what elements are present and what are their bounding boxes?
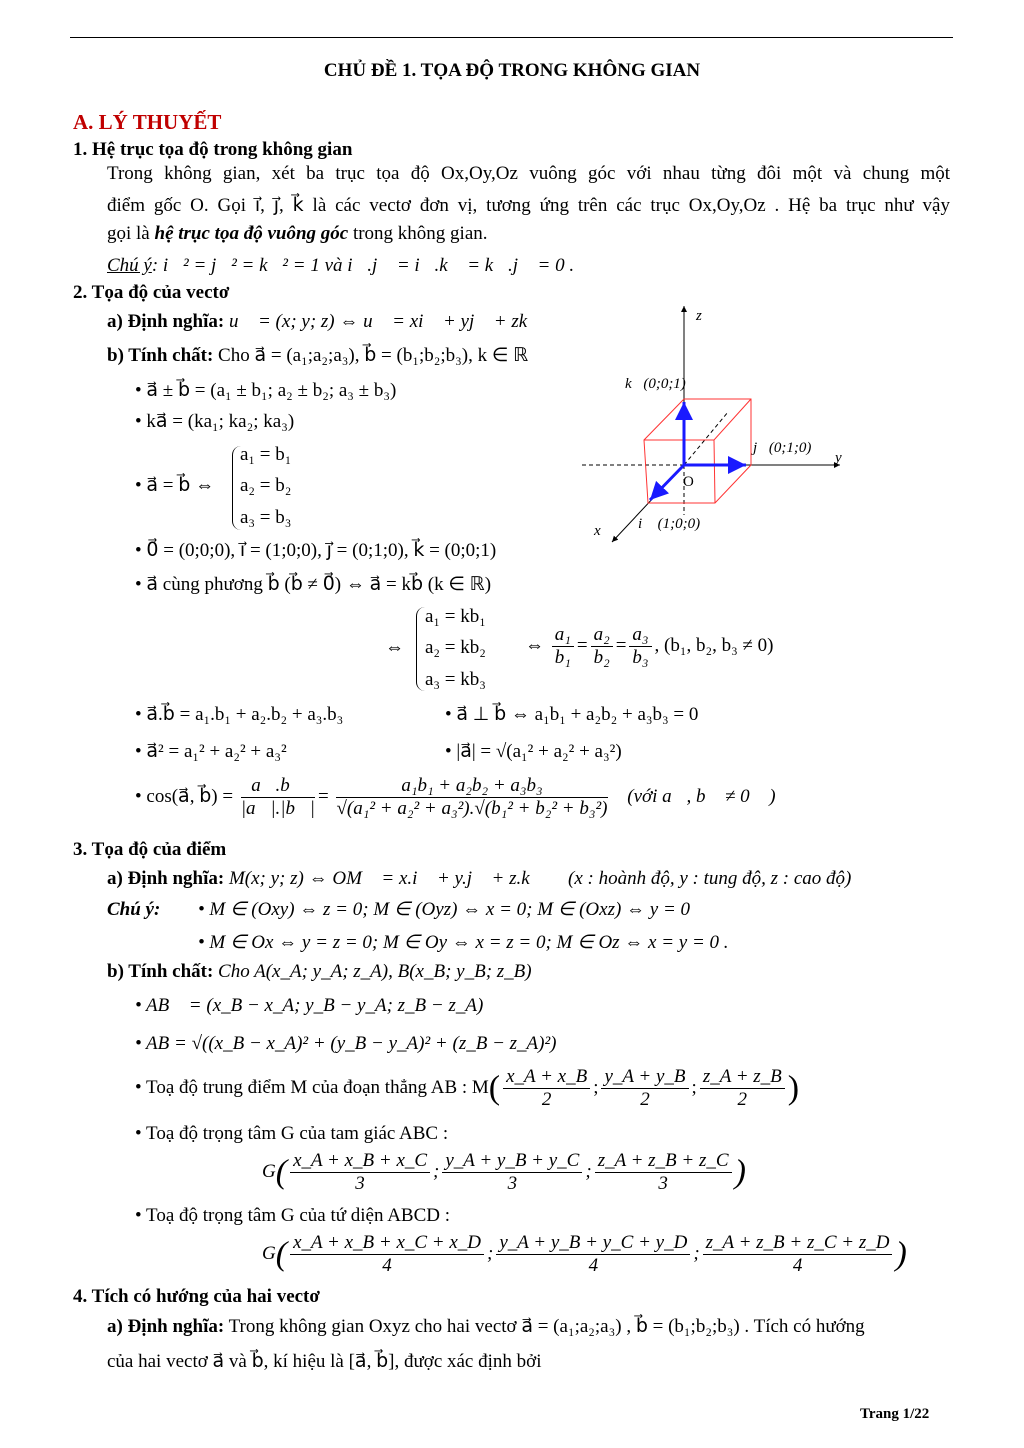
g-label: G: [262, 1160, 276, 1182]
denominator: √(a₁² + a₂² + a₃²).√(b₁² + b₂² + b₃²): [336, 798, 608, 819]
formula: u⃗ = (x; y; z) ⇔ u⃗ = xi⃗ + yj⃗ + zk⃗: [224, 311, 542, 332]
brace: [416, 607, 425, 691]
bullet: • ka⃗ = (ka₁; ka₂; ka₃): [135, 411, 295, 432]
condition: , (b₁, b₂, b₃ ≠ 0): [654, 634, 774, 656]
lhs: • cos(a⃗, b⃗) =: [135, 785, 234, 807]
numerator: a₂: [591, 624, 613, 647]
definition: [107, 867, 544, 891]
unit-cube: [644, 399, 751, 503]
label: a) Định nghĩa:: [107, 868, 225, 889]
origin-label: O: [683, 474, 694, 490]
fraction: [591, 624, 613, 669]
text: trong không gian.: [348, 223, 488, 244]
fraction: [442, 1150, 582, 1195]
heading-2: 2. Tọa độ của vectơ: [73, 282, 230, 303]
fraction: [601, 1066, 688, 1111]
paragraph: [107, 222, 488, 246]
fraction: [503, 1066, 590, 1111]
denominator: 4: [382, 1255, 392, 1276]
numerator: z_A + z_B: [700, 1066, 785, 1089]
definition-continued: của hai vectơ a⃗ và b⃗, kí hiệu là [a⃗, b⃗], được xác định bởi: [107, 1351, 542, 1372]
fraction: [336, 775, 607, 820]
note: [107, 254, 574, 278]
note-label: Chú ý:: [107, 899, 161, 920]
equation: a₁ = kb₁: [425, 606, 486, 627]
text: • Toạ độ trung điểm M của đoạn thẳng AB : M: [135, 1076, 489, 1098]
midpoint-formula: • Toạ độ trung điểm M của đoạn thẳng AB : M( $\frac{x\_A + x\_B}{2}$ ; $\frac{y\_A + y\_B}{2}$ ; $\frac{z\_A + z\_B}{2}$ ): [135, 1066, 800, 1110]
heading-4: 4. Tích có hướng của hai vectơ: [73, 1286, 320, 1307]
term: hệ trục tọa độ vuông góc: [154, 223, 349, 244]
denominator: 3: [507, 1173, 518, 1194]
fraction: [241, 775, 315, 820]
denominator: b₃: [632, 647, 649, 668]
y-label: y: [835, 450, 842, 466]
formula: Cho A(x_A; y_A; z_A), B(x_B; y_B; z_B): [213, 961, 532, 982]
bullet: • a⃗.b⃗ = a₁.b₁ + a₂.b₂ + a₃.b₃: [135, 704, 344, 725]
fraction: [290, 1232, 484, 1277]
equation: a₂ = b₂: [240, 475, 292, 496]
numerator: x_A + x_B: [503, 1066, 590, 1089]
z-label: z: [696, 308, 702, 324]
fraction: [290, 1150, 430, 1195]
iff-symbol: ⇔: [385, 637, 404, 658]
fraction: [595, 1150, 732, 1195]
denominator: 2: [640, 1089, 650, 1110]
numerator: x_A + x_B + x_C + x_D: [290, 1232, 484, 1255]
denominator: 3: [355, 1173, 365, 1194]
numerator: a⃗.b⃗: [241, 775, 315, 798]
numerator: a₁: [552, 624, 574, 647]
denominator: 2: [737, 1089, 748, 1110]
bullet: • 0⃗ = (0;0;0), i⃗ = (1;0;0), j⃗ = (0;1;0), k⃗ = (0;0;1): [135, 540, 497, 561]
denominator: 2: [541, 1089, 552, 1110]
fraction: [552, 624, 574, 669]
bullet: • a⃗ ⊥ b⃗ ⇔ a₁b₁ + a₂b₂ + a₃b₃ = 0: [445, 704, 699, 725]
bullet: • Toạ độ trọng tâm G của tứ diện ABCD :: [135, 1205, 451, 1226]
numerator: y_A + y_B + y_C: [442, 1150, 582, 1173]
fraction: [700, 1066, 785, 1111]
equation: a₁ = b₁: [240, 444, 292, 465]
text: Trong không gian Oxyz cho hai vectơ a⃗ = (a₁;a₂;a₃) , b⃗ = (b₁;b₂;b₃) . Tích có hướng: [224, 1316, 865, 1337]
denominator: 4: [792, 1255, 803, 1276]
section-heading: A. LÝ THUYẾT: [73, 110, 222, 134]
bullet: • Toạ độ trọng tâm G của tam giác ABC :: [135, 1123, 449, 1144]
formula: Cho a⃗ = (a₁;a₂;a₃), b⃗ = (b₁;b₂;b₃), k ∈ ℝ: [213, 345, 529, 366]
denominator: b₁: [554, 647, 571, 668]
denominator: |a⃗|.|b⃗|: [240, 798, 316, 819]
note-text: : i⃗² = j⃗² = k⃗² = 1 và i⃗.j⃗ = i⃗.k⃗ = k⃗.j⃗ = 0 .: [151, 255, 575, 276]
denominator: 4: [588, 1255, 599, 1276]
label: b) Tính chất:: [107, 345, 214, 366]
note: • M ∈ Ox ⇔ y = z = 0; M ∈ Oy ⇔ x = z = 0; M ∈ Oz ⇔ x = y = 0 .: [198, 932, 729, 953]
denominator: 3: [658, 1173, 668, 1194]
condition: (với a⃗, b⃗ ≠ 0⃗ ): [627, 785, 776, 807]
bullet: • a⃗ = b⃗ ⇔: [135, 475, 215, 496]
equation: a₃ = b₃: [240, 507, 292, 528]
x-label: x: [594, 523, 601, 539]
numerator: z_A + z_B + z_C + z_D: [703, 1232, 893, 1255]
ratio-equation: ⇔ $\frac{\text{a₁}}{\text{b₁}}$ = $\frac{\text{a₂}}{\text{b₂}}$ = $\frac{\text{a₃}}{\text{b₃}}$ , (b₁, b₂, b₃ ≠ 0): [525, 624, 774, 668]
cosine-formula: [135, 775, 776, 820]
coordinate-system-figure: [580, 300, 860, 550]
text: gọi là: [107, 223, 155, 244]
g-label: G: [262, 1242, 276, 1264]
page-title: CHỦ ĐỀ 1. TỌA ĐỘ TRONG KHÔNG GIAN: [323, 60, 701, 81]
numerator: y_A + y_B: [601, 1066, 688, 1089]
bullet: • a⃗ cùng phương b⃗ (b⃗ ≠ 0⃗) ⇔ a⃗ = kb⃗ (k ∈ ℝ): [135, 574, 492, 595]
fraction: [496, 1232, 690, 1277]
centroid-triangle-formula: G( $\frac{x\_A + x\_B + x\_C}{3}$ ; $\frac{y\_A + y\_B + y\_C}{3}$ ; $\frac{z\_A + z\_B + z\_C}{3}$ ): [262, 1150, 746, 1194]
properties: [107, 344, 528, 368]
paragraph: điểm gốc O. Gọi i⃗, j⃗, k⃗ là các vectơ đơn vị, tương ứng trên các trục Ox,Oy,Oz . Hệ ba trục như vậy: [107, 195, 950, 216]
denominator: b₂: [593, 647, 610, 668]
bullet: • |a⃗| = √(a₁² + a₂² + a₃²): [445, 741, 622, 762]
label: a) Định nghĩa:: [107, 311, 225, 332]
bullet: • a⃗² = a₁² + a₂² + a₃²: [135, 741, 287, 762]
numerator: x_A + x_B + x_C: [290, 1150, 430, 1173]
iff-symbol: ⇔: [525, 634, 544, 656]
equals: =: [318, 785, 329, 807]
header-rule: [70, 37, 953, 38]
properties: [107, 960, 532, 984]
fraction: [629, 624, 651, 669]
label: b) Tính chất:: [107, 961, 214, 982]
heading-1: 1. Hệ trục tọa độ trong không gian: [73, 139, 353, 160]
note: • M ∈ (Oxy) ⇔ z = 0; M ∈ (Oyz) ⇔ x = 0; M ∈ (Oxz) ⇔ y = 0: [198, 899, 691, 920]
bullet: • AB⃗ = (x_B − x_A; y_B − y_A; z_B − z_A): [135, 995, 484, 1016]
equation: a₂ = kb₂: [425, 637, 486, 658]
numerator: a₁b₁ + a₂b₂ + a₃b₃: [336, 775, 607, 798]
label: a) Định nghĩa:: [107, 1316, 225, 1337]
heading-3: 3. Tọa độ của điểm: [73, 839, 227, 860]
equation: a₃ = kb₃: [425, 669, 486, 690]
k-label: k⃗(0;0;1): [625, 376, 686, 392]
centroid-tetrahedron-formula: G( $\frac{x\_A + x\_B + x\_C + x\_D}{4}$ ; $\frac{y\_A + y\_B + y\_C + y\_D}{4}$ ; $\frac{z\_A + z\_B + z\_C + z\_D}{4}$ ): [262, 1232, 907, 1276]
bullet: • AB = √((x_B − x_A)² + (y_B − y_A)² + (z_B − z_A)²): [135, 1033, 557, 1054]
fraction: [703, 1232, 893, 1277]
numerator: z_A + z_B + z_C: [595, 1150, 732, 1173]
formula: M(x; y; z) ⇔ OM⃗ = x.i⃗ + y.j⃗ + z.k⃗: [224, 868, 545, 889]
definition: [107, 310, 542, 334]
bullet: • a⃗ ± b⃗ = (a₁ ± b₁; a₂ ± b₂; a₃ ± b₃): [135, 380, 397, 401]
numerator: y_A + y_B + y_C + y_D: [496, 1232, 690, 1255]
page-number: Trang 1/22: [860, 1406, 930, 1422]
definition-note: (x : hoành độ, y : tung độ, z : cao độ): [568, 868, 852, 889]
j-label: j⃗(0;1;0): [753, 440, 812, 456]
definition: [107, 1315, 865, 1339]
numerator: a₃: [629, 624, 651, 647]
paragraph: Trong không gian, xét ba trục tọa độ Ox,Oy,Oz vuông góc với nhau từng đôi một và chung một: [107, 163, 950, 184]
note-label: Chú ý: [107, 255, 152, 276]
i-label: i⃗ (1;0;0): [638, 516, 701, 532]
